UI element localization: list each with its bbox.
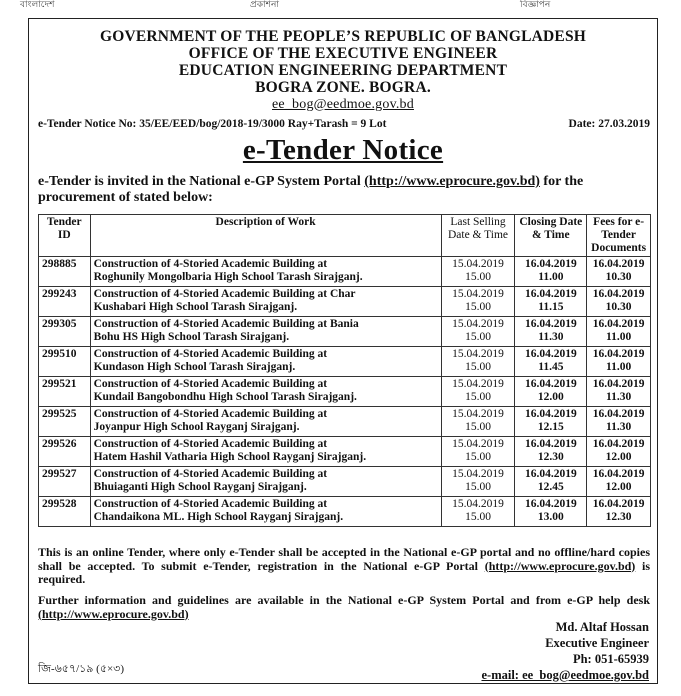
tender-table [38, 214, 651, 527]
fees-time: 12.30 [605, 511, 632, 523]
para1-portal-link[interactable]: (http://www.eprocure.gov.bd) [484, 558, 636, 573]
col-closing: Closing Date & Time [515, 215, 587, 257]
selling-date: 15.04.2019 [452, 498, 504, 510]
tender-id-cell: 299521 [39, 377, 91, 407]
guidelines-paragraph [38, 594, 650, 621]
intro-text-a: e-Tender is invited in the National e-GP System Portal [38, 174, 365, 189]
fees-cell [587, 377, 651, 407]
top-strip-text-2: প্রকাশনা [250, 0, 279, 9]
footnote-code: জি-৬৫৭/১৯ (৫×৩) [38, 663, 124, 675]
notice-number-line [38, 118, 652, 130]
description-line-1: Construction of 4-Storied Academic Building at [93, 348, 328, 360]
selling-time: 15.00 [465, 271, 491, 283]
selling-time: 15.00 [465, 481, 491, 493]
closing-time: 12.00 [537, 391, 564, 403]
description-line-2: Kundail Bangobondhu High School Tarash Sirajganj. [93, 391, 357, 403]
intro-paragraph [38, 174, 650, 206]
table-row [39, 287, 651, 317]
description-line-1: Construction of 4-Storied Academic Building at Bania [93, 318, 359, 330]
closing-cell [515, 407, 587, 437]
closing-date: 16.04.2019 [524, 468, 577, 480]
fees-cell [587, 287, 651, 317]
top-strip-text-1: বাংলাদেশ [20, 0, 55, 9]
tender-id-cell: 299243 [39, 287, 91, 317]
signature-block [459, 619, 649, 683]
description-cell [90, 347, 441, 377]
signature-title: Executive Engineer [545, 636, 649, 650]
description-line-1: Construction of 4-Storied Academic Building at [93, 498, 328, 510]
closing-cell [515, 437, 587, 467]
description-line-2: Roghunily Mongolbaria High School Tarash Sirajganj. [93, 271, 363, 283]
closing-time: 11.45 [538, 361, 564, 373]
fees-time: 11.30 [605, 421, 632, 433]
closing-time: 11.30 [538, 331, 564, 343]
selling-date: 15.04.2019 [452, 348, 504, 360]
closing-date: 16.04.2019 [524, 498, 577, 510]
table-row [39, 467, 651, 497]
description-cell [90, 497, 441, 527]
closing-date: 16.04.2019 [524, 408, 577, 420]
fees-time: 11.00 [605, 331, 632, 343]
page-title: e-Tender Notice [242, 134, 444, 166]
header-email-link[interactable]: ee_bog@eedmoe.gov.bd [272, 97, 414, 112]
closing-date: 16.04.2019 [524, 378, 577, 390]
description-line-1: Construction of 4-Storied Academic Building at [93, 408, 328, 420]
closing-cell [515, 317, 587, 347]
fees-date: 16.04.2019 [592, 318, 645, 330]
fees-date: 16.04.2019 [592, 498, 645, 510]
tender-id-cell: 299525 [39, 407, 91, 437]
description-line-1: Construction of 4-Storied Academic Building at [93, 438, 328, 450]
para2-portal-link[interactable]: (http://www.eprocure.gov.bd) [38, 606, 189, 621]
closing-cell [515, 497, 587, 527]
notice-date: Date: 27.03.2019 [568, 118, 650, 130]
selling-time: 15.00 [465, 391, 491, 403]
header-department: EDUCATION ENGINEERING DEPARTMENT [178, 62, 508, 79]
selling-date: 15.04.2019 [452, 288, 504, 300]
selling-date: 15.04.2019 [452, 438, 504, 450]
table-row [39, 377, 651, 407]
description-line-1: Construction of 4-Storied Academic Building at [93, 378, 328, 390]
description-line-2: Chandaikona ML. High School Rayganj Sirajganj. [93, 511, 344, 523]
closing-time: 11.00 [538, 271, 564, 283]
closing-time: 12.15 [537, 421, 564, 433]
fees-time: 12.00 [605, 481, 632, 493]
fees-cell [587, 347, 651, 377]
last-selling-cell [441, 257, 515, 287]
closing-cell [515, 257, 587, 287]
description-cell [90, 467, 441, 497]
fees-time: 10.30 [605, 271, 632, 283]
fees-date: 16.04.2019 [592, 468, 645, 480]
description-line-1: Construction of 4-Storied Academic Building at [93, 258, 328, 270]
description-line-1: Construction of 4-Storied Academic Building at Char [93, 288, 356, 300]
online-tender-paragraph [38, 546, 650, 587]
closing-cell [515, 347, 587, 377]
selling-date: 15.04.2019 [452, 378, 504, 390]
table-row [39, 317, 651, 347]
table-row [39, 347, 651, 377]
tender-id-cell: 299526 [39, 437, 91, 467]
fees-time: 12.00 [605, 451, 632, 463]
fees-cell [587, 407, 651, 437]
closing-cell [515, 377, 587, 407]
selling-time: 15.00 [465, 301, 491, 313]
table-row [39, 437, 651, 467]
closing-time: 12.45 [537, 481, 564, 493]
last-selling-cell [441, 437, 515, 467]
col-tender-id: Tender ID [39, 215, 91, 257]
last-selling-cell [441, 407, 515, 437]
signature-name: Md. Altaf Hossan [555, 620, 649, 634]
tender-id-cell: 299510 [39, 347, 91, 377]
selling-time: 15.00 [465, 421, 491, 433]
closing-time: 12.30 [537, 451, 564, 463]
notice-number: e-Tender Notice No: 35/EE/EED/bog/2018-19/3000 Ray+Tarash = 9 Lot [38, 118, 387, 130]
fees-time: 11.00 [605, 361, 632, 373]
description-line-2: Bohu HS High School Tarash Sirajganj. [93, 331, 290, 343]
top-strip-text-3: বিজ্ঞাপন [520, 0, 551, 9]
col-description: Description of Work [90, 215, 441, 257]
header-office: OFFICE OF THE EXECUTIVE ENGINEER [188, 45, 498, 62]
selling-date: 15.04.2019 [452, 468, 504, 480]
col-fees: Fees for e-Tender Documents [587, 215, 651, 257]
last-selling-cell [441, 377, 515, 407]
fees-cell [587, 437, 651, 467]
fees-date: 16.04.2019 [592, 258, 645, 270]
fees-time: 10.30 [605, 301, 632, 313]
last-selling-cell [441, 347, 515, 377]
closing-date: 16.04.2019 [524, 438, 577, 450]
table-row [39, 497, 651, 527]
tender-id-cell: 299527 [39, 467, 91, 497]
description-cell [90, 377, 441, 407]
tender-id-cell: 299305 [39, 317, 91, 347]
closing-date: 16.04.2019 [524, 318, 577, 330]
tender-id-cell: 299528 [39, 497, 91, 527]
description-cell [90, 317, 441, 347]
description-line-2: Bhuiaganti High School Rayganj Sirajganj. [93, 481, 307, 493]
header-govt: GOVERNMENT OF THE PEOPLE’S REPUBLIC OF BANGLADESH [99, 28, 587, 45]
selling-date: 15.04.2019 [452, 408, 504, 420]
description-cell [90, 287, 441, 317]
intro-portal-link[interactable]: (http://www.eprocure.gov.bd) [364, 174, 540, 189]
fees-date: 16.04.2019 [592, 438, 645, 450]
table-row [39, 257, 651, 287]
fees-cell [587, 497, 651, 527]
fees-cell [587, 257, 651, 287]
fees-date: 16.04.2019 [592, 378, 645, 390]
description-cell [90, 407, 441, 437]
signature-email-link[interactable]: e-mail: ee_bog@eedmoe.gov.bd [481, 668, 649, 682]
selling-time: 15.00 [465, 511, 491, 523]
para2-text: Further information and guidelines are available in the National e-GP System Portal and from e-GP help desk [38, 593, 650, 607]
fees-cell [587, 467, 651, 497]
last-selling-cell [441, 287, 515, 317]
last-selling-cell [441, 317, 515, 347]
header-zone: BOGRA ZONE. BOGRA. [255, 79, 431, 96]
table-header-row [39, 215, 651, 257]
tender-id-cell: 298885 [39, 257, 91, 287]
description-line-2: Joyanpur High School Rayganj Sirajganj. [93, 421, 300, 433]
top-cropped-strip [0, 0, 681, 10]
para1-text: This is an online Tender, where only e-Tender shall be accepted in the National e-GP portal and no offline/hard copies shall be accepted. To submit e-Tender, registration in the National e-GP Portal [38, 545, 650, 573]
table-row [39, 407, 651, 437]
intro-text-b: for the procurement of stated below: [38, 174, 584, 205]
description-cell [90, 257, 441, 287]
col-last-selling: Last Selling Date & Time [441, 215, 515, 257]
signature-phone: Ph: 051-65939 [572, 652, 649, 666]
closing-date: 16.04.2019 [524, 348, 577, 360]
description-line-2: Kundason High School Tarash Sirajganj. [93, 361, 296, 373]
selling-date: 15.04.2019 [452, 258, 504, 270]
selling-time: 15.00 [465, 451, 491, 463]
fees-time: 11.30 [605, 391, 632, 403]
para1-tail: is required. [38, 558, 650, 586]
description-line-2: Kushabari High School Tarash Sirajganj. [93, 301, 298, 313]
fees-date: 16.04.2019 [592, 288, 645, 300]
description-line-1: Construction of 4-Storied Academic Building at [93, 468, 328, 480]
selling-time: 15.00 [465, 331, 491, 343]
description-line-2: Hatem Hashil Vatharia High School Rayganj Sirajganj. [93, 451, 367, 463]
last-selling-cell [441, 467, 515, 497]
fees-date: 16.04.2019 [592, 408, 645, 420]
closing-date: 16.04.2019 [524, 288, 577, 300]
selling-date: 15.04.2019 [452, 318, 504, 330]
fees-date: 16.04.2019 [592, 348, 645, 360]
description-cell [90, 437, 441, 467]
closing-cell [515, 467, 587, 497]
closing-date: 16.04.2019 [524, 258, 577, 270]
selling-time: 15.00 [465, 361, 491, 373]
closing-cell [515, 287, 587, 317]
closing-time: 13.00 [537, 511, 564, 523]
fees-cell [587, 317, 651, 347]
closing-time: 11.15 [538, 301, 564, 313]
last-selling-cell [441, 497, 515, 527]
